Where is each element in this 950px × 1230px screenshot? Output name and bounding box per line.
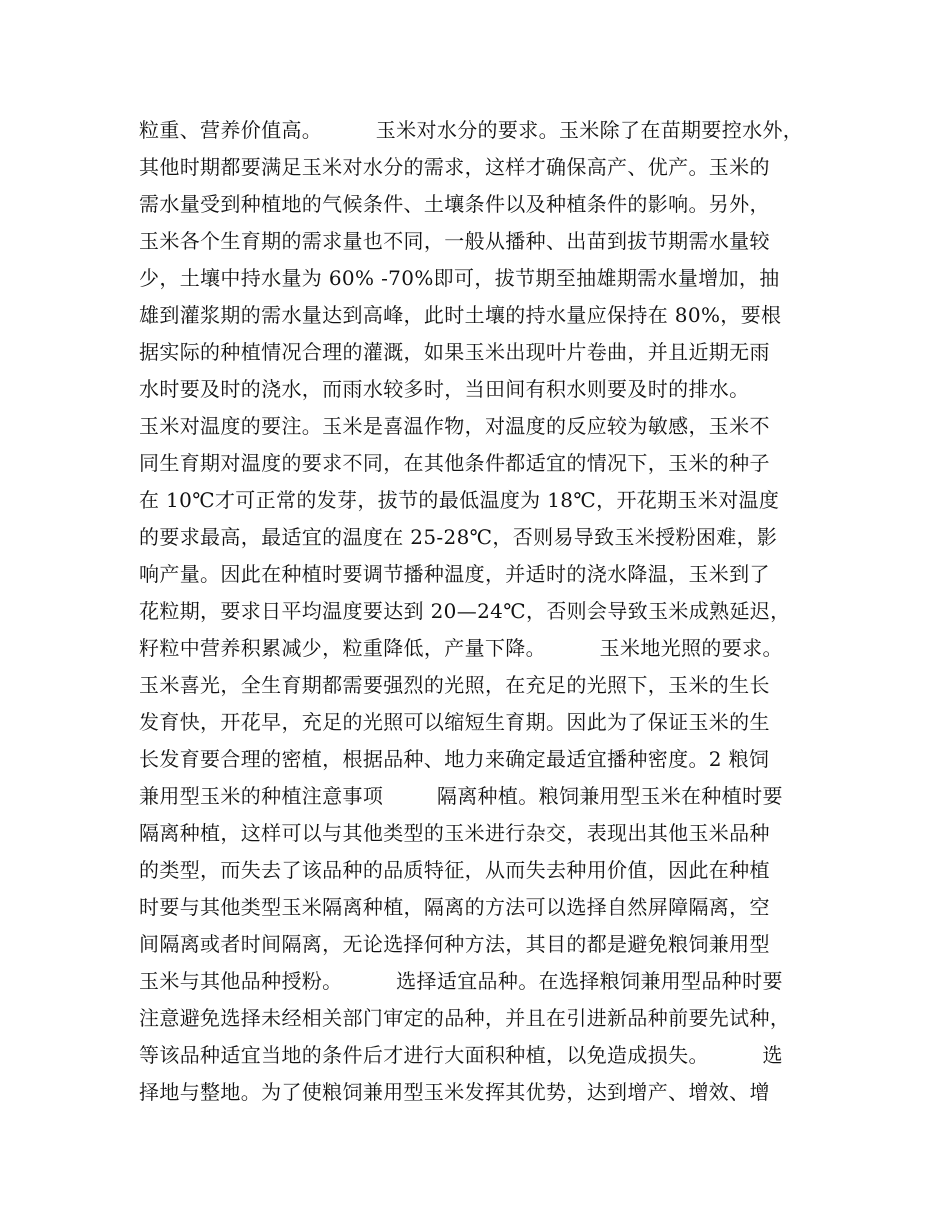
- text-line: 玉米各个生育期的需求量也不同，一般从播种、出苗到拔节期需水量较: [139, 229, 770, 253]
- text-line: 发育快，开花早，充足的光照可以缩短生育期。因此为了保证玉米的生: [139, 710, 770, 734]
- text-line: 间隔离或者时间隔离，无论选择何种方法，其目的都是避免粮饲兼用型: [139, 932, 770, 956]
- text-line: 少，土壤中持水量为 60% -70%即可，拔节期至抽雄期需水量增加，抽: [139, 266, 780, 290]
- text-line: 隔离种植，这样可以与其他类型的玉米进行杂交，表现出其他玉米品种: [139, 821, 770, 845]
- text-line: 水时要及时的浇水，而雨水较多时，当田间有积水则要及时的排水。: [139, 377, 750, 401]
- text-line: 在 10℃才可正常的发芽，拔节的最低温度为 18℃，开花期玉米对温度: [139, 488, 780, 512]
- text-line: 雄到灌浆期的需水量达到高峰，此时土壤的持水量应保持在 80%，要根: [139, 303, 782, 327]
- text-line: 的要求最高，最适宜的温度在 25-28℃，否则易导致玉米授粉困难，影: [139, 525, 778, 549]
- text-line: 玉米与其他品种授粉。 选择适宜品种。在选择粮饲兼用型品种时要: [139, 969, 783, 993]
- text-line: 择地与整地。为了使粮饲兼用型玉米发挥其优势，达到增产、增效、增: [139, 1080, 770, 1104]
- text-line: 的类型，而失去了该品种的品质特征，从而失去种用价值，因此在种植: [139, 858, 770, 882]
- text-line: 长发育要合理的密植，根据品种、地力来确定最适宜播种密度。2 粮饲: [139, 747, 770, 771]
- text-line: 粒重、营养价值高。 玉米对水分的要求。玉米除了在苗期要控水外，: [139, 118, 804, 142]
- text-line: 响产量。因此在种植时要调节播种温度，并适时的浇水降温，玉米到了: [139, 562, 770, 586]
- text-line: 时要与其他类型玉米隔离种植，隔离的方法可以选择自然屏障隔离，空: [139, 895, 770, 919]
- text-line: 玉米对温度的要注。玉米是喜温作物，对温度的反应较为敏感，玉米不: [139, 414, 770, 438]
- body-text: [139, 112, 819, 1111]
- text-line: 籽粒中营养积累减少，粒重降低，产量下降。 玉米地光照的要求。: [139, 636, 783, 660]
- text-line: 玉米喜光，全生育期都需要强烈的光照，在充足的光照下，玉米的生长: [139, 673, 770, 697]
- text-line: 等该品种适宜当地的条件后才进行大面积种植，以免造成损失。 选: [139, 1043, 783, 1067]
- text-line: 其他时期都要满足玉米对水分的需求，这样才确保高产、优产。玉米的: [139, 155, 770, 179]
- text-line: 兼用型玉米的种植注意事项 隔离种植。粮饲兼用型玉米在种植时要: [139, 784, 783, 808]
- text-line: 据实际的种植情况合理的灌溉，如果玉米出现叶片卷曲，并且近期无雨: [139, 340, 770, 364]
- text-line: 注意避免选择未经相关部门审定的品种，并且在引进新品种前要先试种，: [139, 1006, 791, 1030]
- text-line: 需水量受到种植地的气候条件、土壤条件以及种植条件的影响。另外，: [139, 192, 770, 216]
- text-line: 花粒期，要求日平均温度要达到 20—24℃，否则会导致玉米成熟延迟，: [139, 599, 791, 623]
- text-line: 同生育期对温度的要求不同，在其他条件都适宜的情况下，玉米的种子: [139, 451, 770, 475]
